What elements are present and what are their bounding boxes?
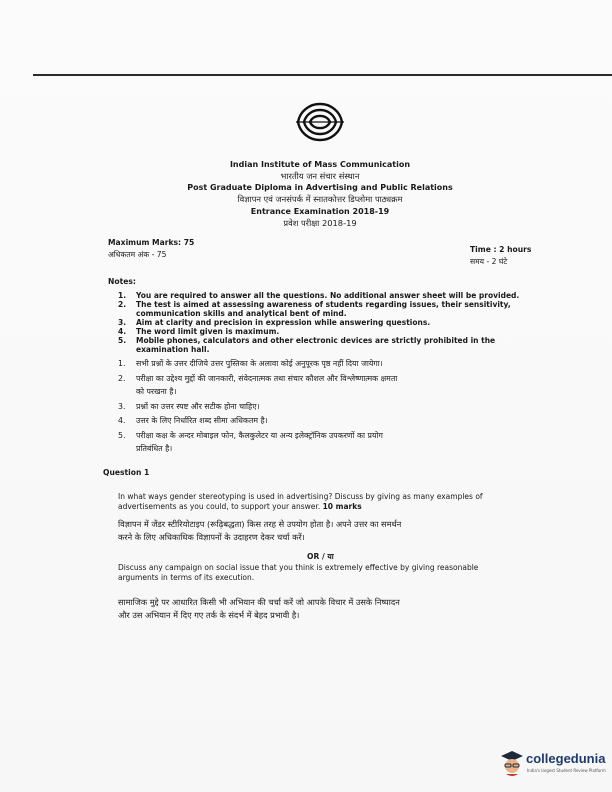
note-item-hi: प्रतिबंधित है।	[136, 444, 173, 453]
collegedunia-watermark	[500, 747, 610, 783]
note-item: 1. You are required to answer all the questions. No additional answer sheet will be provided.	[118, 291, 520, 300]
note-item-hi: 5. परीक्षा कक्ष के अन्दर मोबाइल फोन, कैलकुलेटर या अन्य इलेक्ट्रॉनिक उपकरणों का प्रयोग	[118, 431, 383, 440]
time-en: Time : 2 hours	[470, 245, 532, 254]
top-rule	[33, 74, 612, 76]
notes-heading: Notes:	[108, 277, 136, 286]
marks-label: 10 marks	[322, 501, 362, 511]
time-hi: समय - 2 घंटे	[470, 257, 508, 266]
note-item-hi: को परखना है।	[136, 387, 177, 396]
note-item-hi: 2. परीक्षा का उद्देश्य मुद्दों की जानकारी, संवेदनात्मक तथा संचार कौशल और विश्लेष्णात्मक क्षमता	[118, 374, 398, 383]
institute-name-en: Indian Institute of Mass Communication	[229, 160, 411, 169]
note-item-hi: 3. प्रश्नों का उत्तर स्पष्ट और सटीक होना चाहिए।	[118, 402, 260, 411]
note-item: 3. Aim at clarity and precision in expression while answering questions.	[118, 318, 431, 327]
course-name-hi: विज्ञापन एवं जनसंपर्क में स्नातकोत्तर डिप्लोमा पाठ्यक्रम	[237, 194, 403, 204]
iimc-logo-icon	[292, 98, 348, 146]
note-item: examination hall.	[136, 345, 210, 354]
question-1-en: In what ways gender stereotyping is used in advertising? Discuss by giving as many examples of advertisements as you could, to support your answer. 10 marks	[118, 492, 483, 511]
max-marks-en: Maximum Marks: 75	[108, 238, 195, 247]
question-1-alt-en: Discuss any campaign on social issue that you think is extremely effective by giving reasonable arguments in terms of its execution.	[118, 563, 479, 582]
question-heading: Question 1	[103, 468, 150, 477]
max-marks-hi: अधिकतम अंक - 75	[108, 250, 167, 259]
note-item: 2. The test is aimed at assessing awareness of students regarding issues, their sensitivity,	[118, 300, 511, 309]
or-divider: OR / या	[307, 552, 334, 561]
question-1-hi: विज्ञापन में जेंडर स्टीरियोटाइप (रूढ़िबद्धता) किस तरह से उपयोग होता है। अपने उत्तर का समर्थन करने के लिए अधिकाधिक विज्ञापनों के उदाहरण देकर चर्चा करें।	[118, 519, 402, 542]
brand-tagline: India's largest Student Review Platform	[527, 768, 606, 773]
note-item: 5. Mobile phones, calculators and other electronic devices are strictly prohibited in the	[118, 336, 496, 345]
note-item-hi: 4. उत्तर के लिए निर्धारित शब्द सीमा अधिकतम है।	[118, 416, 268, 425]
note-item: 4. The word limit given is maximum.	[118, 327, 280, 336]
note-item: communication skills and analytical bent of mind.	[136, 309, 347, 318]
exam-title-en: Entrance Examination 2018-19	[250, 207, 390, 216]
graduate-avatar-icon	[500, 749, 524, 777]
institute-name-hi: भारतीय जन संचार संस्थान	[280, 171, 360, 181]
exam-title-hi: प्रवेश परीक्षा 2018-19	[283, 218, 357, 228]
course-name-en: Post Graduate Diploma in Advertising and Public Relations	[187, 183, 453, 192]
question-1-alt-hi: सामाजिक मुद्दे पर आधारित किसी भी अभियान की चर्चा करें जो आपके विचार में उसके निष्पादन और उस अभियान में दिए गए तर्क के संदर्भ में बेहद प्रभावी है।	[118, 597, 400, 620]
note-item-hi: 1. सभी प्रश्नों के उत्तर दीजिये उत्तर पुस्तिका के अलावा कोई अनुपूरक पृष्ठ नहीं दिया जायेगा।	[118, 359, 383, 368]
brand-name: collegedunia	[526, 751, 606, 766]
